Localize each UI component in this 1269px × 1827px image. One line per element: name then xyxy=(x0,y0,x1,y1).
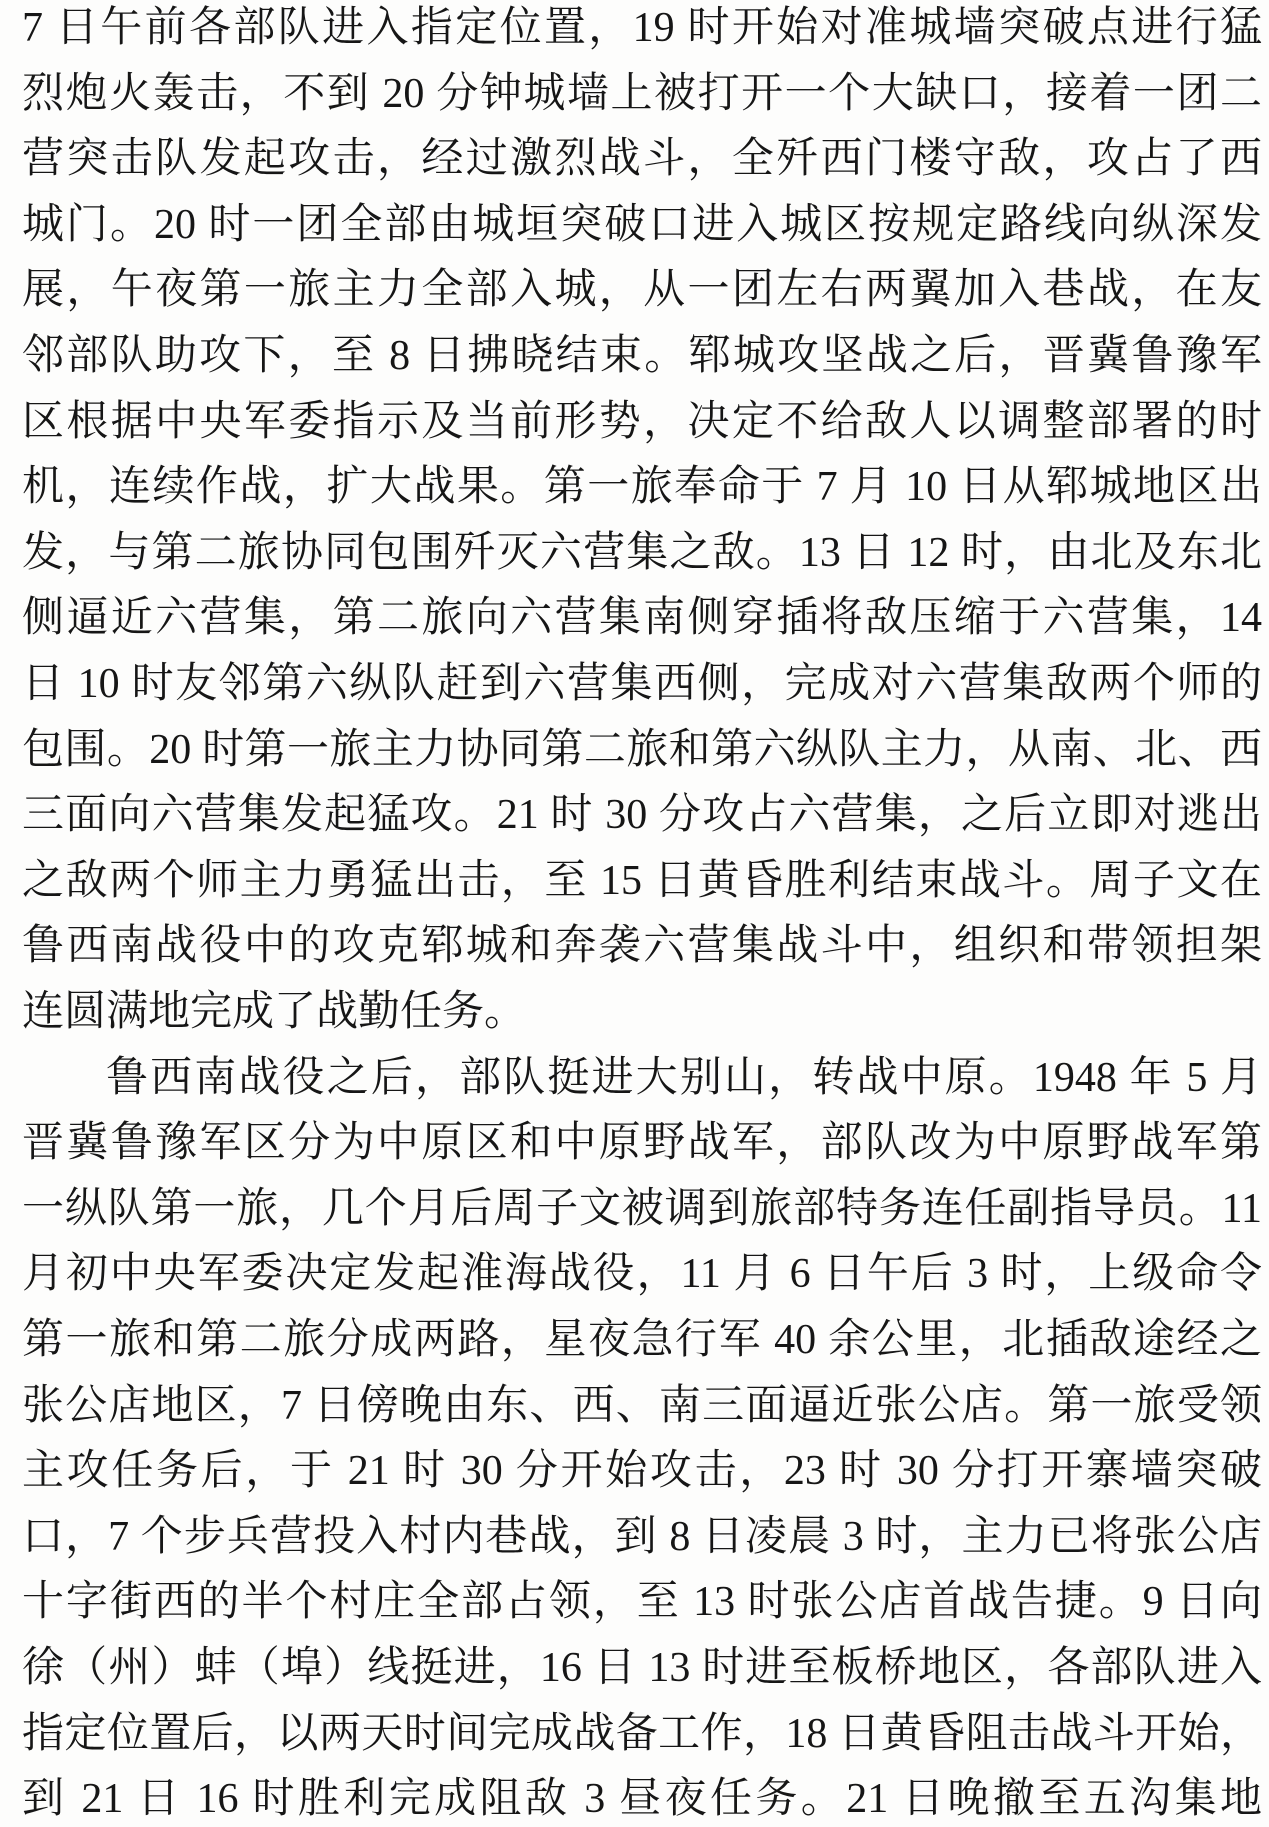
text-line: 烈炮火轰击，不到 20 分钟城墙上被打开一个大缺口，接着一团二 xyxy=(22,70,1262,117)
text-line: 主攻任务后，于 21 时 30 分开始攻击，23 时 30 分打开寨墙突破 xyxy=(22,1448,1262,1495)
text-line: 三面向六营集发起猛攻。21 时 30 分攻占六营集，之后立即对逃出 xyxy=(22,792,1262,839)
text-line: 鲁西南战役之后，部队挺进大别山，转战中原。1948 年 5 月 xyxy=(106,1054,1262,1101)
text-line: 发，与第二旅协同包围歼灭六营集之敌。13 日 12 时，由北及东北 xyxy=(22,529,1262,576)
text-line: 连圆满地完成了战勤任务。 xyxy=(22,989,527,1035)
text-line: 营突击队发起攻击，经过激烈战斗，全歼西门楼守敌，攻占了西 xyxy=(22,136,1262,183)
text-line: 机，连续作战，扩大战果。第一旅奉命于 7 月 10 日从郓城地区出 xyxy=(22,464,1262,511)
text-line: 包围。20 时第一旅主力协同第二旅和第六纵队主力，从南、北、西 xyxy=(22,726,1262,773)
text-line: 月初中央军委决定发起淮海战役，11 月 6 日午后 3 时，上级命令 xyxy=(22,1251,1262,1298)
text-line: 城门。20 时一团全部由城垣突破口进入城区按规定路线向纵深发 xyxy=(22,201,1262,248)
text-line: 口，7 个步兵营投入村内巷战，到 8 日凌晨 3 时，主力已将张公店 xyxy=(22,1513,1262,1560)
text-line: 侧逼近六营集，第二旅向六营集南侧穿插将敌压缩于六营集，14 xyxy=(22,595,1262,642)
text-line: 7 日午前各部队进入指定位置，19 时开始对准城墙突破点进行猛 xyxy=(22,5,1262,51)
text-line: 日 10 时友邻第六纵队赶到六营集西侧，完成对六营集敌两个师的 xyxy=(22,661,1262,707)
text-line: 张公店地区，7 日傍晚由东、西、南三面逼近张公店。第一旅受领 xyxy=(22,1382,1262,1429)
text-line: 展，午夜第一旅主力全部入城，从一团左右两翼加入巷战，在友 xyxy=(22,267,1262,314)
text-line: 到 21 日 16 时胜利完成阻敌 3 昼夜任务。21 日晚撤至五沟集地 xyxy=(22,1776,1262,1823)
text-line: 指定位置后，以两天时间完成战备工作，18 日黄昏阻击战斗开始， xyxy=(22,1710,1262,1757)
text-line: 第一旅和第二旅分成两路，星夜急行军 40 余公里，北插敌途经之 xyxy=(22,1317,1262,1363)
text-line: 晋冀鲁豫军区分为中原区和中原野战军，部队改为中原野战军第 xyxy=(22,1120,1262,1167)
text-line: 一纵队第一旅，几个月后周子文被调到旅部特务连任副指导员。11 xyxy=(22,1185,1262,1232)
text-line: 邻部队助攻下，至 8 日拂晓结束。郓城攻坚战之后，晋冀鲁豫军 xyxy=(22,333,1262,379)
text-line: 鲁西南战役中的攻克郓城和奔袭六营集战斗中，组织和带领担架 xyxy=(22,923,1262,970)
text-line: 十字街西的半个村庄全部占领，至 13 时张公店首战告捷。9 日向 xyxy=(22,1579,1262,1626)
text-line: 徐（州）蚌（埠）线挺进，16 日 13 时进至板桥地区，各部队进入 xyxy=(22,1645,1262,1691)
text-line: 之敌两个师主力勇猛出击，至 15 日黄昏胜利结束战斗。周子文在 xyxy=(22,857,1262,904)
text-line: 区根据中央军委指示及当前形势，决定不给敌人以调整部署的时 xyxy=(22,398,1262,445)
